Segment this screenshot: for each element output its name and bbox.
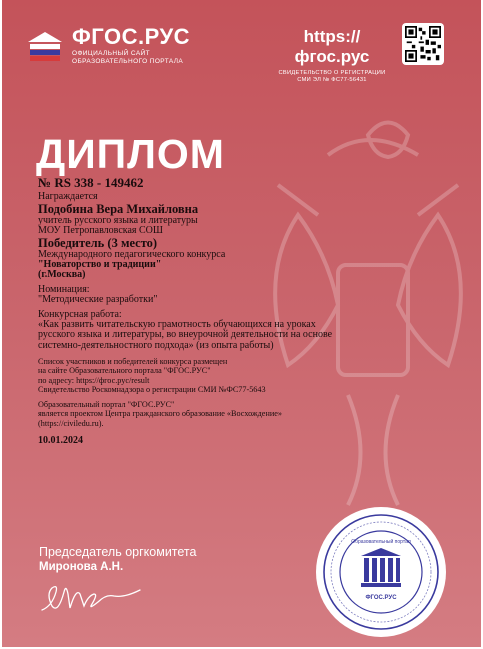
portal-seal-stamp: [315, 506, 447, 638]
nomination-value: "Методические разработки": [38, 294, 158, 306]
chair-title: Председатель оргкомитета: [39, 545, 197, 559]
logo-subtitle-1: ОФИЦИАЛЬНЫЙ САЙТ: [72, 50, 151, 57]
handwritten-signature: [38, 578, 148, 618]
recipient-position: учитель русского языка и литературы: [38, 214, 198, 226]
registration-cert-line-1: СВИДЕТЕЛЬСТВО О РЕГИСТРАЦИИ: [278, 70, 386, 76]
contest-result: Победитель (3 место): [38, 235, 158, 250]
site-info: [267, 27, 397, 84]
logo-building-icon: [26, 30, 64, 62]
site-url-link[interactable]: https://фгос.рус: [294, 27, 370, 66]
awarded-label: Награждается: [38, 191, 98, 203]
portal-line-1: Образовательный портал "ФГОС.РУС": [38, 400, 175, 410]
results-list-line-1: Список участников и победителей конкурса размещен: [38, 357, 228, 367]
site-logo[interactable]: [26, 26, 190, 66]
issue-date: 10.01.2024: [38, 434, 83, 446]
work-title-line-1: «Как развить читательскую грамотность обучающихся на уроках: [38, 319, 316, 331]
recipient-school: МОУ Петропавловская СОШ: [38, 225, 163, 237]
nomination-label: Номинация:: [38, 283, 90, 295]
contest-name: "Новаторство и традиции": [38, 259, 162, 271]
results-list-url[interactable]: по адресу: https://фгос.рус/result: [38, 375, 150, 385]
portal-line-2: является проектом Центра гражданского образование «Восхождение»: [38, 409, 282, 419]
chair-block: [39, 545, 196, 573]
recipient-name: Подобина Вера Михайловна: [38, 201, 199, 216]
diploma-page: [2, 0, 481, 647]
portal-line-3[interactable]: (https://civiledu.ru).: [38, 418, 104, 428]
qr-code-icon: [405, 26, 441, 62]
results-list-line-4: Свидетельство Роскомнадзора о регистрации СМИ №ФС77-5643: [38, 384, 266, 394]
qr-code[interactable]: [402, 23, 444, 65]
logo-subtitle-2: ОБРАЗОВАТЕЛЬНОГО ПОРТАЛА: [72, 58, 184, 65]
stamp-bottom-label: ФГОС.РУС: [365, 595, 397, 601]
contest-city: (г.Москва): [38, 269, 86, 281]
stamp-center-label: Образовательный портал: [351, 539, 411, 545]
registration-cert-line-2: СМИ ЭЛ № ФС77-56431: [297, 77, 367, 83]
diploma-body: [38, 175, 418, 446]
work-title-line-2: русского языка и литературы, во внеурочной деятельности на основе: [38, 329, 333, 341]
chair-name: Миронова А.Н.: [39, 561, 124, 573]
diploma-title: ДИПЛОМ: [36, 131, 225, 177]
diploma-number: № RS 338 - 149462: [38, 175, 144, 190]
work-title-line-3: системно-деятельностного подхода» (из опыта работы): [38, 339, 274, 351]
contest-type: Международного педагогического конкурса: [38, 248, 226, 260]
results-list-line-2: на сайте Образовательного портала "ФГОС.РУС": [38, 366, 211, 376]
work-label: Конкурсная работа:: [38, 308, 122, 320]
logo-title: ФГОС.РУС: [72, 24, 191, 49]
